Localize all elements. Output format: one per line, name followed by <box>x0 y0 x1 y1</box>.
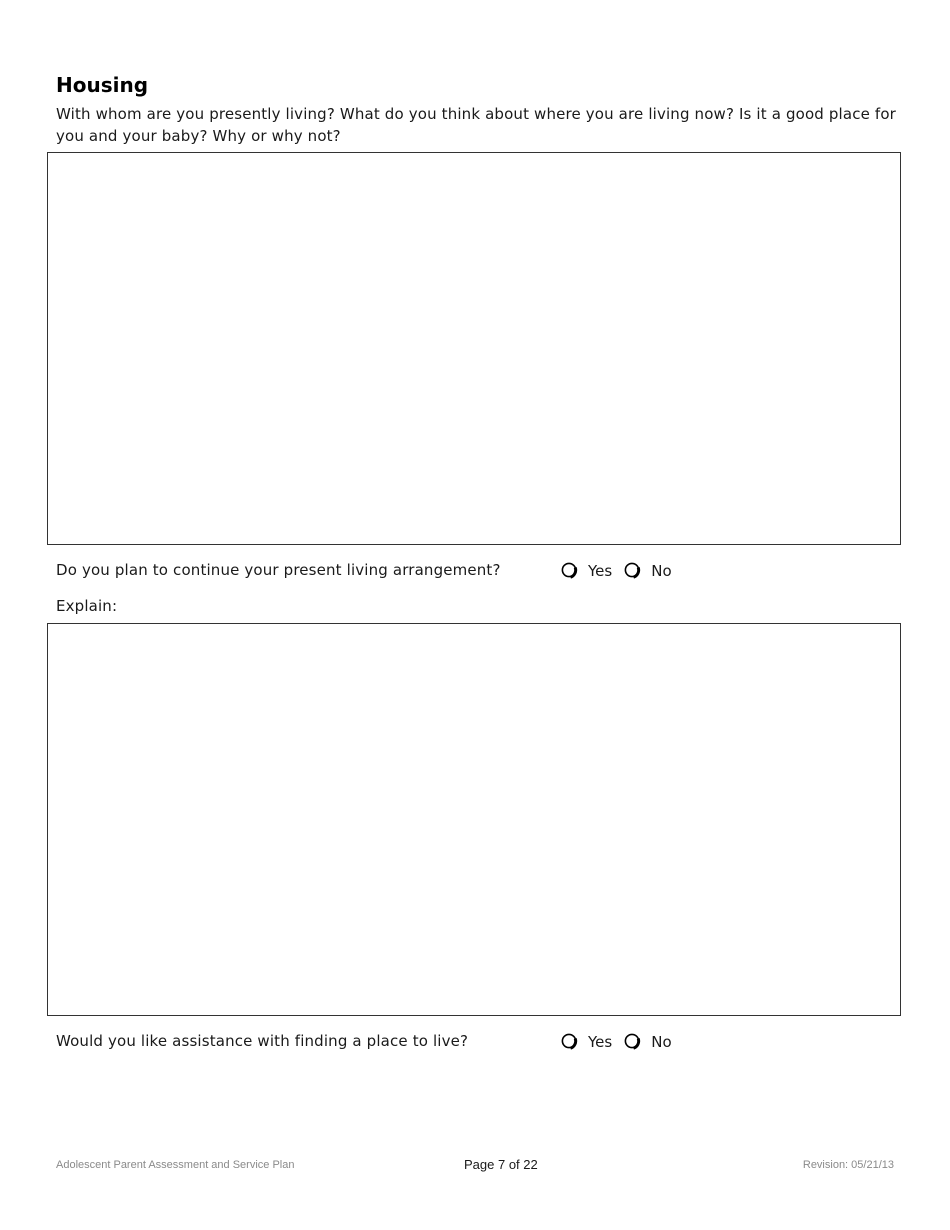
explain-label: Explain: <box>56 597 118 615</box>
continue-arrangement-question: Do you plan to continue your present living arrangement? <box>56 561 501 579</box>
assistance-no-label: No <box>651 1033 672 1051</box>
radio-button-icon[interactable] <box>561 561 577 581</box>
assistance-no-option[interactable] <box>624 1032 671 1052</box>
assistance-radio-group <box>561 1032 684 1052</box>
assistance-yes-label: Yes <box>588 1033 613 1051</box>
continue-arrangement-no-label: No <box>651 562 672 580</box>
explain-answer-field[interactable] <box>47 623 901 1016</box>
assistance-yes-option[interactable] <box>561 1032 612 1052</box>
radio-button-icon[interactable] <box>624 561 640 581</box>
radio-button-icon[interactable] <box>561 1032 577 1052</box>
footer-page-number: Page 7 of 22 <box>464 1157 538 1172</box>
footer-document-title: Adolescent Parent Assessment and Service Plan <box>56 1159 295 1171</box>
footer-revision: Revision: 05/21/13 <box>802 1159 894 1171</box>
continue-arrangement-no-option[interactable] <box>624 561 671 581</box>
continue-arrangement-yes-label: Yes <box>588 562 613 580</box>
radio-button-icon[interactable] <box>624 1032 640 1052</box>
housing-prompt: With whom are you presently living? What do you think about where you are living now? Is it a good place for you and your baby? Why or why not? <box>56 105 896 145</box>
section-title: Housing <box>56 73 149 97</box>
living-situation-answer-field[interactable] <box>47 152 901 545</box>
continue-arrangement-yes-option[interactable] <box>561 561 612 581</box>
continue-arrangement-radio-group <box>561 561 684 581</box>
assistance-question: Would you like assistance with finding a place to live? <box>56 1032 469 1050</box>
